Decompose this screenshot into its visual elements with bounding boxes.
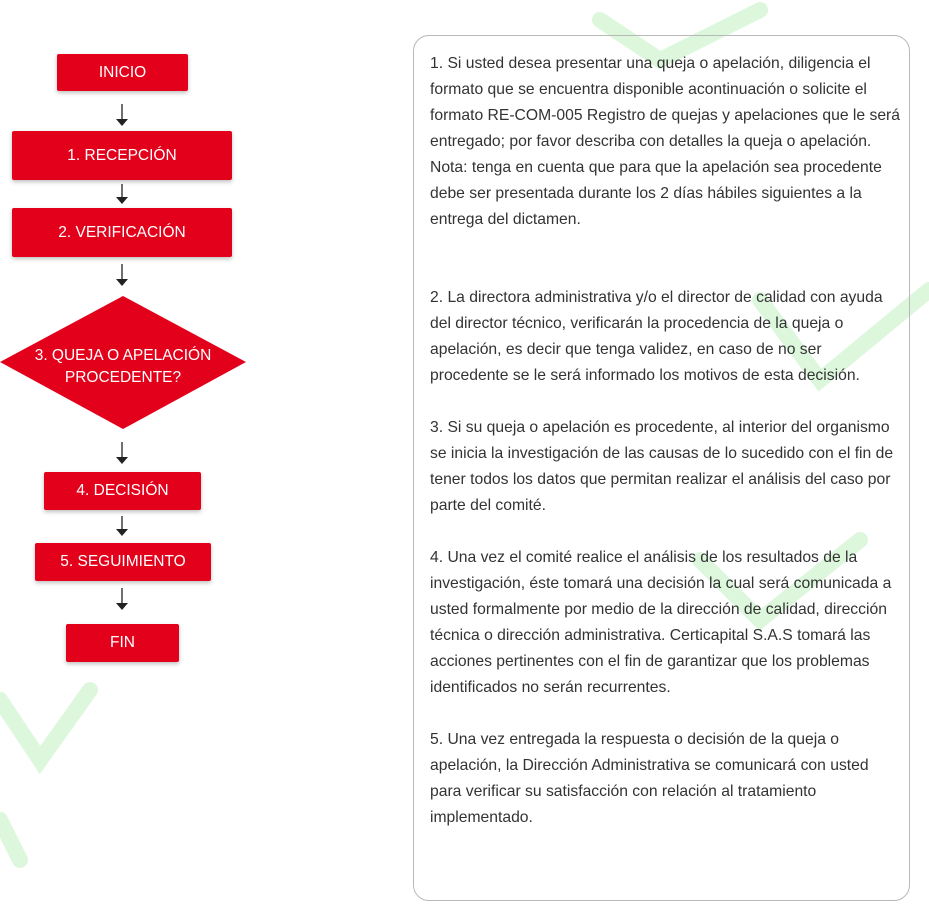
arrow-verificacion-decision	[116, 264, 128, 290]
recepcion-box: 1. RECEPCIÓN	[12, 131, 232, 180]
decision-label-line1: 3. QUEJA O APELACIÓN	[34, 347, 212, 364]
fin-box: FIN	[66, 624, 179, 662]
decision-label-line2: PROCEDENTE?	[64, 369, 182, 386]
step5-text: 5. Una vez entregada la respuesta o decisión de la queja o apelación, la Dirección Administrativa se comunicará con usted para verificar su satisfacción con relación al tratamiento implementado.	[430, 731, 869, 826]
note-text: Nota: tenga en cuenta que para que la apelación sea procedente debe ser presentada durante los 2 días hábiles siguientes a la entrega del dictamen.	[430, 159, 882, 228]
arrow-seguimiento-fin	[116, 588, 128, 614]
step2-text: 2. La directora administrativa y/o el director de calidad con ayuda del director técnico, verificarán la procedencia de la queja o apelación, es decir que tenga validez, en caso de no ser procedente se le será informado los motivos de esta decisión.	[430, 289, 883, 384]
arrow-inicio-recepcion	[116, 104, 128, 128]
arrow-recepcion-verificacion	[116, 184, 128, 208]
decision-box: 4. DECISIÓN	[44, 472, 201, 510]
seguimiento-box: 5. SEGUIMIENTO	[35, 543, 211, 581]
step3-text: 3. Si su queja o apelación es procedente, al interior del organismo se inicia la investigación de las causas de lo sucedido con el fin de tener todos los datos que permitan realizar el análisis del caso por parte del comité.	[430, 419, 894, 514]
description-text	[430, 51, 902, 831]
verificacion-box: 2. VERIFICACIÓN	[12, 208, 232, 257]
arrow-diamond-decision	[116, 442, 128, 468]
inicio-box: INICIO	[57, 54, 188, 91]
step4-text: 4. Una vez el comité realice el análisis de los resultados de la investigación, éste tomará una decisión la cual será comunicada a usted formalmente por medio de la dirección de calidad, dirección técnica o dirección administrativa. Certicapital S.A.S tomará las acciones pertinentes con el fin de garantizar que los problemas identificados no serán recurrentes.	[430, 549, 892, 696]
decision-diamond-label	[0, 345, 246, 389]
arrow-decision-seguimiento	[116, 516, 128, 540]
step1-text: 1. Si usted desea presentar una queja o apelación, diligencia el formato que se encuentra disponible acontinuación o solicite el formato RE-COM-005 Registro de quejas y apelaciones que le será entregado; por favor describa con detalles la queja o apelación.	[430, 55, 900, 150]
